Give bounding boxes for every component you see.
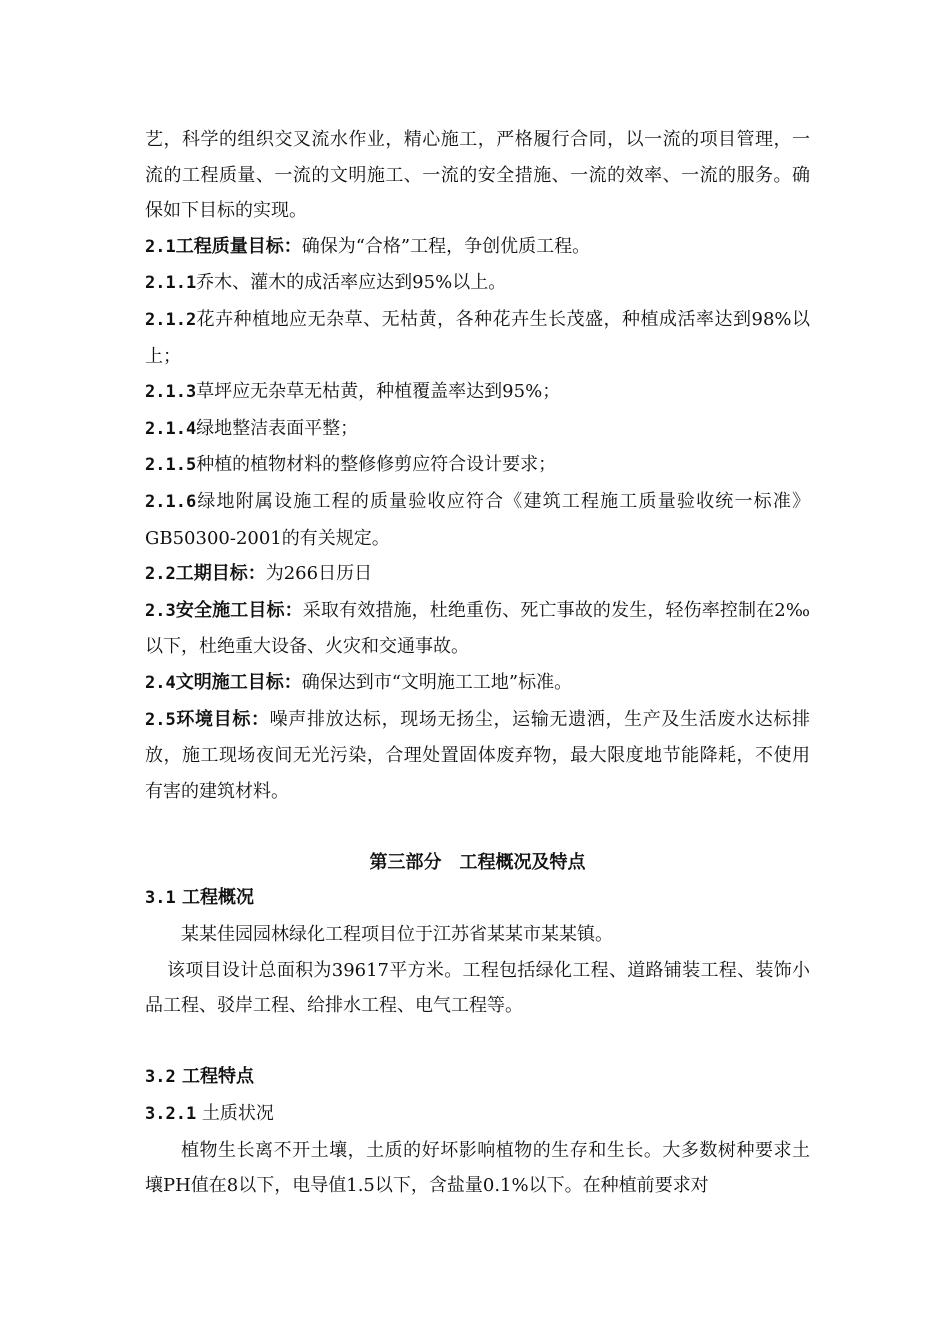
section-3-2-1-heading	[145, 1096, 810, 1133]
section-text: 采取有效措施，杜绝重伤、死亡事故的发生，轻伤率控制在2‰以下，杜绝重大设备、火灾和交通事故。	[145, 599, 811, 658]
item-number: 2.1.2	[145, 309, 197, 330]
section-text: 噪声排放达标，现场无扬尘，运输无遗洒，生产及生活废水达标排放，施工现场夜间无光污染，合理处置固体废弃物，最大限度地节能降耗，不使用有害的建筑材料。	[145, 708, 811, 802]
section-number: 3.2	[145, 1067, 176, 1088]
section-3-1-paragraph-2: 该项目设计总面积为39617平方米。工程包括绿化工程、道路铺装工程、装饰小品工程、驳岸工程、给排水工程、电气工程等。	[145, 959, 810, 1017]
section-label: 环境目标：	[175, 708, 270, 730]
section-text: 为266日历日	[265, 563, 373, 585]
item-text: 绿地整洁表面平整；	[196, 417, 359, 439]
item-number: 2.1.1	[145, 273, 197, 294]
spacer	[145, 1024, 810, 1060]
item-text: 乔木、灌木的成活率应达到95%以上。	[196, 272, 507, 294]
item-number: 2.1.3	[145, 382, 197, 403]
section-3-2-1-paragraph: 植物生长离不开土壤，土质的好坏影响植物的生存和生长。大多数树种要求土壤PH值在8以下，电导值1.5以下，含盐量0.1%以下。在种植前要求对	[145, 1139, 810, 1197]
section-number: 2.5	[145, 709, 176, 730]
section-2-5	[145, 702, 810, 810]
intro-paragraph: 艺，科学的组织交叉流水作业，精心施工，严格履行合同，以一流的项目管理，一流的工程质量、一流的文明施工、一流的安全措施、一流的效率、一流的服务。确保如下目标的实现。	[145, 129, 810, 222]
section-label: 安全施工目标：	[175, 599, 303, 621]
section-number: 2.3	[145, 600, 176, 621]
item-text: 草坪应无杂草无枯黄，种植覆盖率达到95%；	[196, 381, 561, 403]
section-number: 3.2.1	[145, 1104, 197, 1125]
section-2-3	[145, 593, 810, 665]
item-2-1-5	[145, 447, 810, 484]
item-number: 2.1.4	[145, 418, 197, 439]
section-title: 工程概况	[182, 887, 254, 909]
section-2-2	[145, 556, 810, 593]
item-number: 2.1.5	[145, 455, 197, 476]
section-number: 2.2	[145, 564, 176, 585]
section-label: 工程质量目标：	[175, 235, 302, 257]
spacer	[145, 809, 810, 845]
section-3-2-heading	[145, 1059, 810, 1096]
section-number: 3.1	[145, 888, 176, 909]
part-3-title: 第三部分 工程概况及特点	[369, 851, 586, 873]
item-text: 种植的植物材料的整修修剪应符合设计要求；	[196, 454, 557, 476]
section-title: 工程特点	[182, 1066, 254, 1088]
item-2-1-1	[145, 265, 810, 302]
section-label: 文明施工目标：	[175, 671, 302, 693]
item-2-1-3	[145, 374, 810, 411]
section-text: 确保为“合格”工程，争创优质工程。	[301, 235, 591, 257]
item-text: 绿地附属设施工程的质量验收应符合《建筑工程施工质量验收统一标准》GB50300-2001的有关规定。	[145, 490, 810, 549]
section-3-1-paragraph-1: 某某佳园园林绿化工程项目位于江苏省某某市某某镇。	[181, 924, 613, 946]
section-2-4	[145, 665, 810, 702]
item-2-1-4	[145, 411, 810, 448]
section-text: 确保达到市“文明施工工地”标准。	[301, 671, 573, 693]
section-number: 2.4	[145, 672, 176, 693]
item-2-1-6	[145, 484, 810, 556]
section-2-1	[145, 229, 810, 266]
item-2-1-2	[145, 302, 810, 374]
section-number: 2.1	[145, 236, 176, 257]
section-label: 工期目标：	[175, 563, 266, 585]
item-number: 2.1.6	[145, 491, 197, 512]
item-text: 花卉种植地应无杂草、无枯黄，各种花卉生长茂盛，种植成活率达到98%以上；	[145, 308, 810, 367]
section-3-1-heading	[145, 880, 810, 917]
section-title: 土质状况	[201, 1103, 274, 1125]
